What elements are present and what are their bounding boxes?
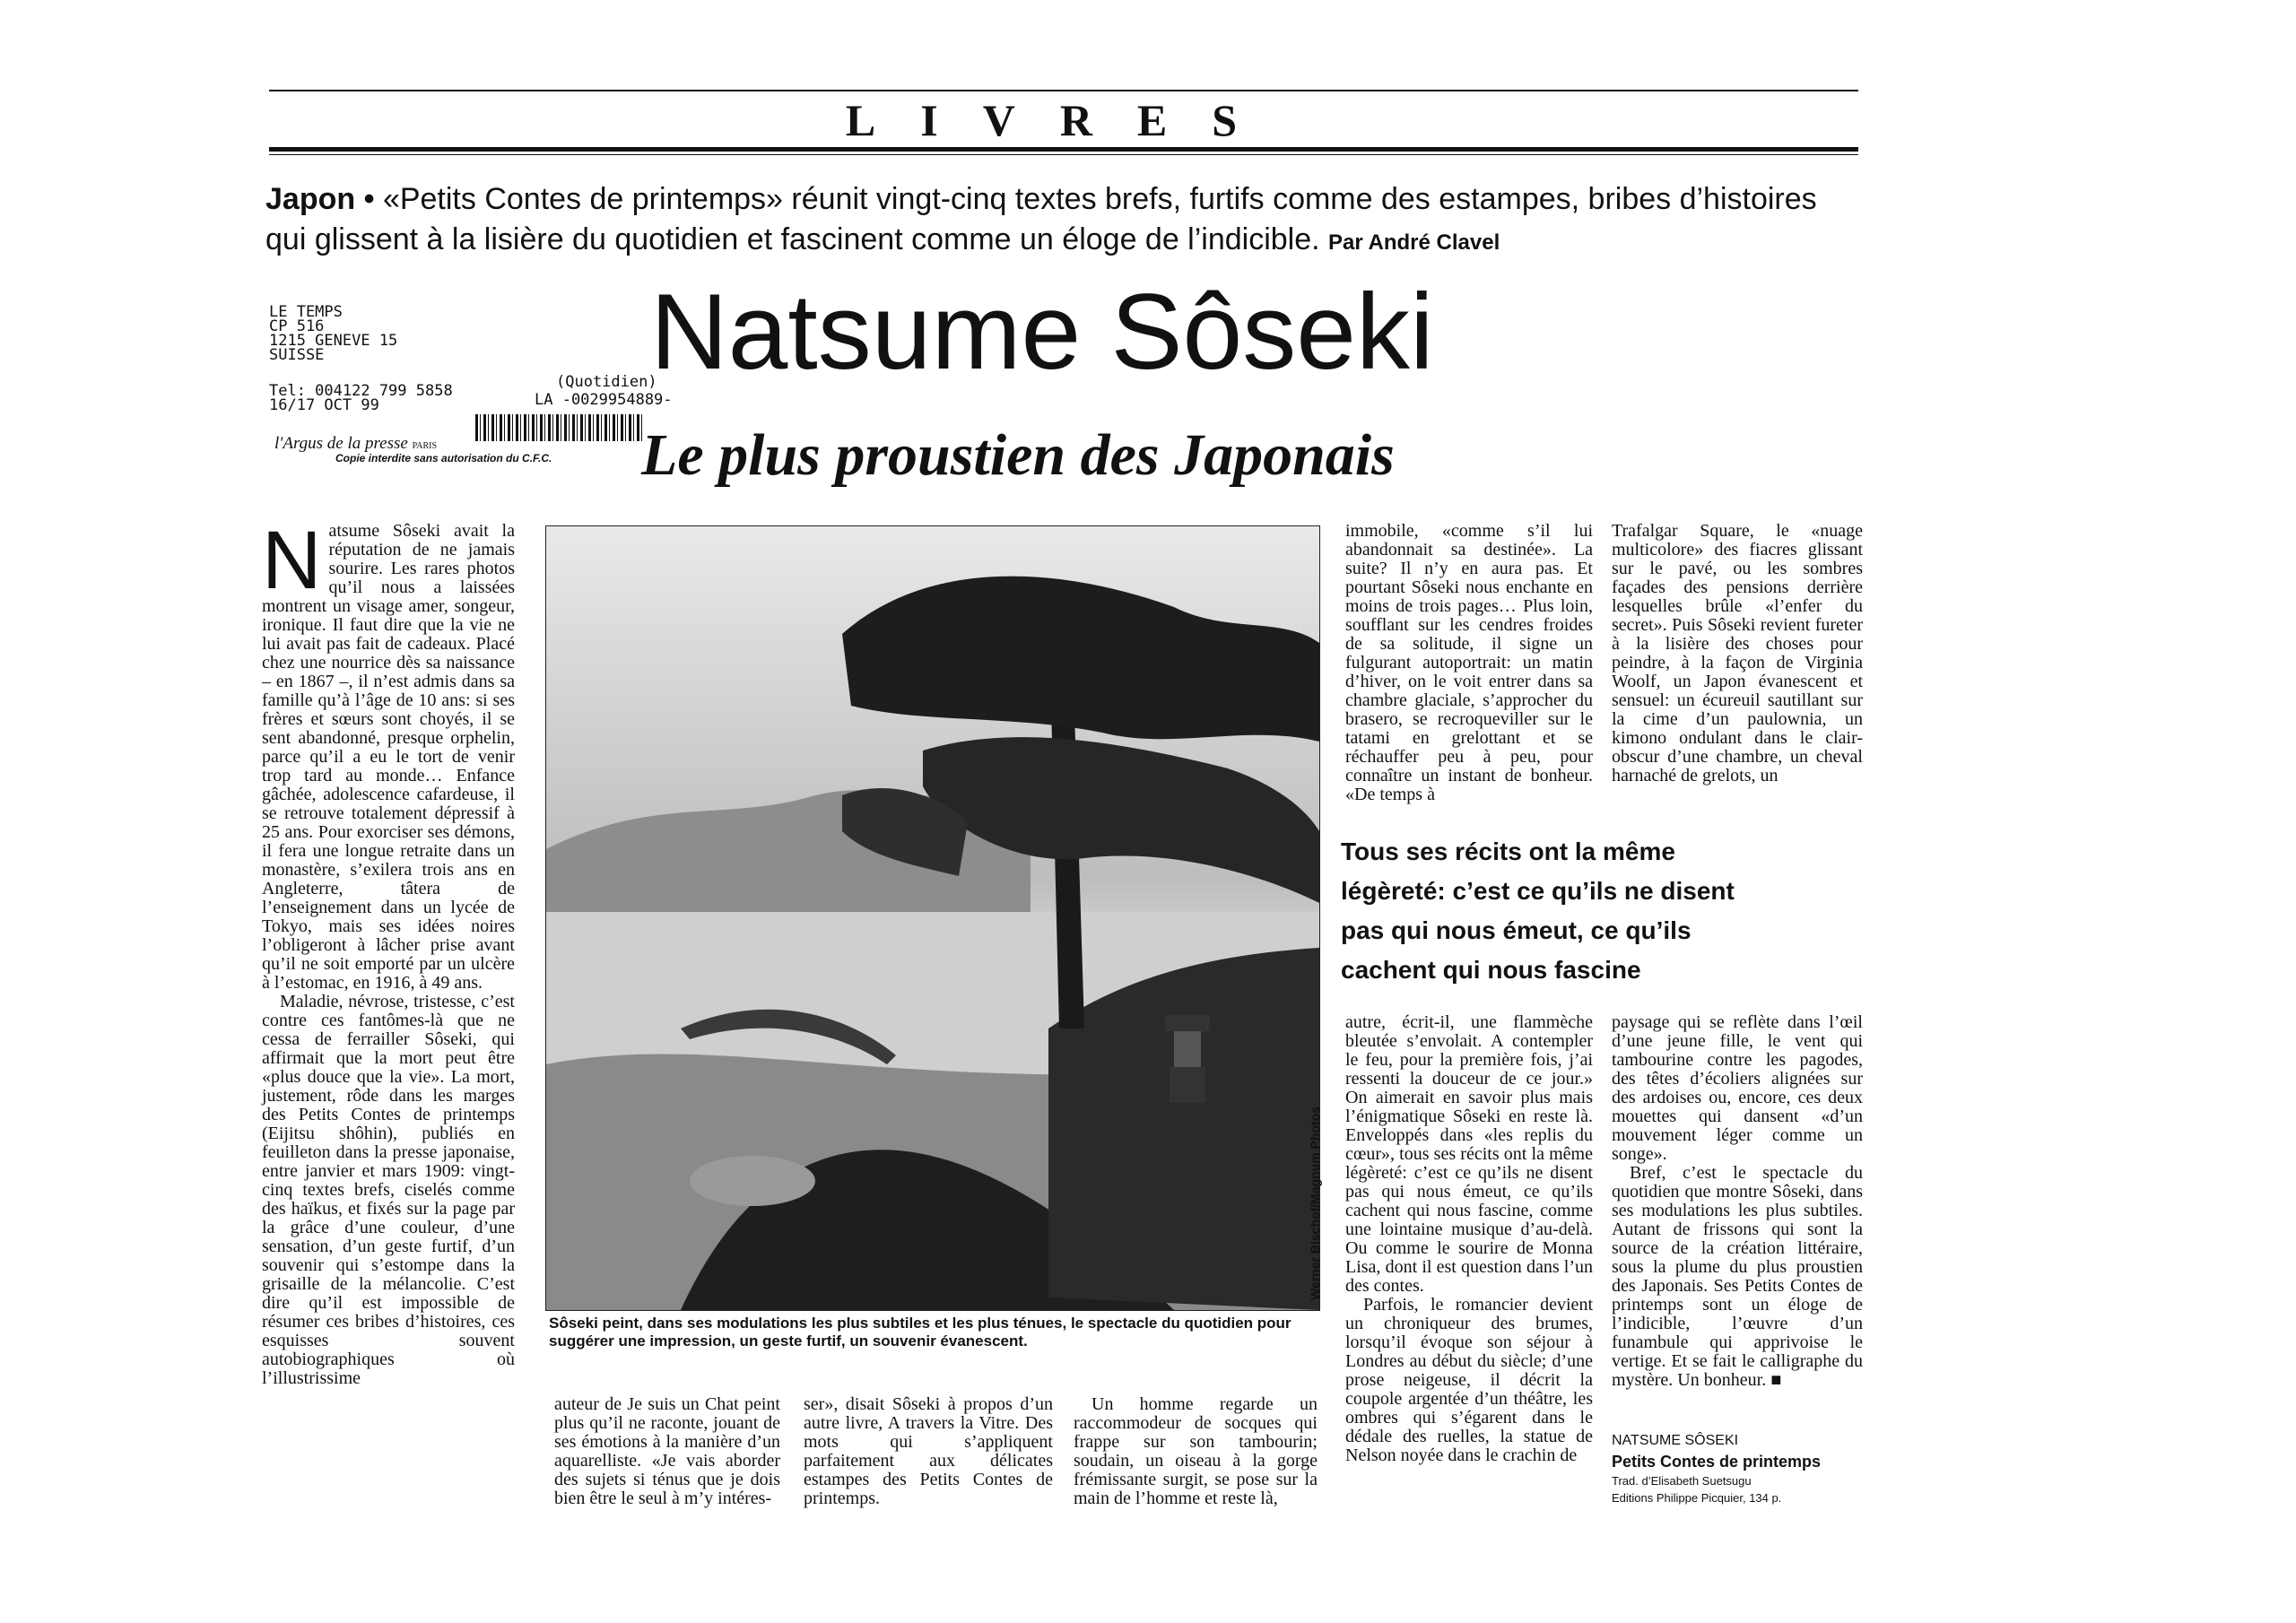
section-title: LIVRES — [845, 95, 1283, 145]
paragraph: paysage qui se reflète dans l’œil d’une jeune fille, le vent qui tambourine contre les pagodes, des têtes d’écoliers alignées sur des ardoises ou, encore, ces deux mouettes qui dansent «d’un mouvement léger comme un songe». — [1612, 1012, 1863, 1164]
stamp-frequency: (Quotidien) — [556, 373, 657, 391]
photo-credit: Werner Bischof/Magnum Photos — [1308, 1107, 1322, 1300]
article-column-3 — [804, 1395, 1053, 1508]
book-reference — [1612, 1431, 1863, 1506]
subheadline: Le plus proustien des Japonais — [641, 422, 1395, 488]
article-column-6-bottom — [1612, 1013, 1863, 1390]
lead-text: «Petits Contes de printemps» réunit vingt-cinq textes brefs, furtifs comme des estampes, bribes d’histoires qui glissent à la lisière du quotidien et fascinent comme un éloge de l’indicible. — [265, 182, 1817, 256]
barcode — [475, 414, 642, 441]
article-column-5-top — [1345, 522, 1593, 804]
article-column-1 — [262, 515, 515, 1388]
article-column-2 — [554, 1395, 780, 1508]
book-publisher: Editions Philippe Picquier, 134 p. — [1612, 1491, 1782, 1505]
article-column-6-top — [1612, 522, 1863, 785]
paragraph: ser», disait Sôseki à propos d’un autre livre, A travers la Vitre. Des mots qui s’appliquent parfaitement aux délicates estampes des Petits Contes de printemps. — [804, 1394, 1053, 1508]
pull-quote: Tous ses récits ont la même légèreté: c’est ce qu’ils ne disent pas qui nous émeut, ce qu’ils cachent qui nous fascine — [1341, 838, 1735, 984]
stamp-notice: Copie interdite sans autorisation du C.F.C. — [335, 452, 552, 464]
lead-paragraph — [265, 179, 1853, 263]
article-column-4 — [1074, 1395, 1318, 1508]
stamp-agency-name: l'Argus de la presse — [274, 434, 408, 453]
book-title: Petits Contes de printemps — [1612, 1453, 1822, 1471]
stamp-agency — [274, 434, 437, 454]
paragraph: Maladie, névrose, tristesse, c’est contre ces fantômes-là que ne cessa de ferrailler Sôseki, qui affirmait que la mort peut être «plus douce que la vie». La mort, justement, rôde dans les marges des Petits Contes de printemps (Eijitsu shôhin), publiés en feuilleton dans la presse japonaise, entre janvier et mars 1909: vingt-cinq textes brefs, ciselés comme des haïkus, et fixés sur la page par la grâce d’une couleur, d’une sensation, d’un geste furtif, d’un souvenir qui s’estompe dans la grisaille de la mélancolie. C’est dire qu’il est impossible de résumer ces bribes d’histoires, ces esquisses souvent autobiographiques où l’illustrissime — [262, 992, 515, 1388]
paragraph: Un homme regarde un raccommodeur de socques qui frappe sur son tambourin; soudain, un oiseau à la gorge frémissante surgit, se pose sur la main de l’homme et reste là, — [1074, 1394, 1318, 1508]
paragraph: immobile, «comme s’il lui abandonnait sa destinée». La suite? Il n’y en aura pas. Et pourtant Sôseki nous enchante en moins de trois pages… Plus loin, soufflant sur les cendres froides de sa solitude, il signe un fulgurant autoportrait: un matin d’hiver, on le voit entrer dans sa chambre glaciale, s’approcher du brasero, se recroqueviller sur le tatami en grelottant et se réchauffer peu à peu, pour connaître un instant de bonheur. «De temps à — [1345, 521, 1593, 804]
stamp-reference: LA -0029954889- — [535, 391, 673, 409]
header-rule-thick — [269, 147, 1858, 152]
paragraph: Natsume Sôseki avait la réputation de ne jamais sourire. Les rares photos qu’il nous a laissées montrent un visage amer, songeur, ironique. Il faut dire que la vie ne lui avait pas fait de cadeaux. Placé chez une nourrice dès sa naissance – en 1867 –, il n’est admis dans sa famille qu’à l’âge de 10 ans: si ses frères et sœurs sont choyés, il se sent abandonné, presque orphelin, parce qu’il a eu le tort de venir trop tard au monde… Enfance gâchée, adolescence cafardeuse, il se retrouve totalement dépressif à 25 ans. Pour exorciser ses démons, il fera une longue retraite dans un monastère, s’exilera trois ans en Angleterre, tâtera de l’enseignement dans un lycée de Tokyo, mais ses idées noires l’obligeront à lâcher prise avant qu’il ne soit emporté par un ulcère à l’estomac, en 1916, à 49 ans. — [262, 515, 515, 993]
garden-photo-svg — [546, 526, 1319, 1310]
book-author: NATSUME SÔSEKI — [1612, 1433, 1739, 1448]
paragraph: Parfois, le romancier devient un chroniqueur des brumes, lorsqu’il évoque son séjour à Londres au début du siècle; d’une prose neigeuse, il décrit la coupole argentée d’un théâtre, les ombres qui s’égarent dans le dédale des ruelles, la statue de Nelson noyée dans le crachin de — [1345, 1295, 1593, 1465]
lead-byline: Par André Clavel — [1328, 230, 1500, 255]
headline: Natsume Sôseki — [650, 272, 1434, 392]
book-translator: Trad. d’Elisabeth Suetsugu — [1612, 1474, 1752, 1488]
paragraph: auteur de Je suis un Chat peint plus qu’il ne raconte, jouant de ses émotions à la manière d’un aquarelliste. «Je vais aborder des sujets si ténus que je dois bien être le seul à m’y intéres- — [554, 1394, 780, 1508]
stamp-agency-city: PARIS — [412, 441, 438, 451]
photo-caption: Sôseki peint, dans ses modulations les plus subtiles et les plus ténues, le spectacle du quotidien pour suggérer une impression, un geste furtif, un souvenir évanescent. — [549, 1315, 1292, 1350]
lead-kicker: Japon • — [265, 182, 375, 216]
garden-photo — [545, 525, 1320, 1311]
paragraph: Bref, c’est le spectacle du quotidien que montre Sôseki, dans ses modulations les plus subtiles. Autant de frissons qui sont la source de la création littéraire, sous la plume du plus proustien des Japonais. Ses Petits Contes de printemps sont un éloge de l’indicible, l’œuvre d’un funambule qui apprivoise le vertige. Et se fait le calligraphe du mystère. Un bonheur. ■ — [1612, 1163, 1863, 1390]
article-column-5-bottom — [1345, 1013, 1593, 1465]
paragraph: autre, écrit-il, une flammèche bleutée s’envolait. A contempler le feu, pour la première fois, j’ai ressenti la douceur de ce jour.» On aimerait en savoir plus mais l’énigmatique Sôseki en reste là. Enveloppés dans «les replis du cœur», tous ses récits ont la même légèreté: c’est ce qu’ils ne disent pas qui nous émeut, ce qu’ils cachent qui nous fascine, comme une lointaine musique d’au-delà. Ou comme le sourire de Monna Lisa, dont il est question dans l’un des contes. — [1345, 1012, 1593, 1296]
stamp-tel: Tel: 004122 799 5858 16/17 OCT 99 — [269, 382, 453, 414]
stamp-source: LE TEMPS CP 516 1215 GENEVE 15 SUISSE — [269, 303, 398, 364]
header-rule-thin — [269, 154, 1858, 155]
dropcap: N — [262, 515, 322, 606]
paragraph: Trafalgar Square, le «nuage multicolore» des fiacres glissant sur le pavé, ou les sombres façades des pensions derrière lesquelles brûle «l’enfer du secret». Puis Sôseki revient fureter à la lisière des choses pour peindre, à la façon de Virginia Woolf, un Japon évanescent et sensuel: un écureuil sautillant sur la cime d’un paulownia, un kimono ondulant dans le clair-obscur d’une chambre, un cheval harnaché de grelots, un — [1612, 521, 1863, 785]
